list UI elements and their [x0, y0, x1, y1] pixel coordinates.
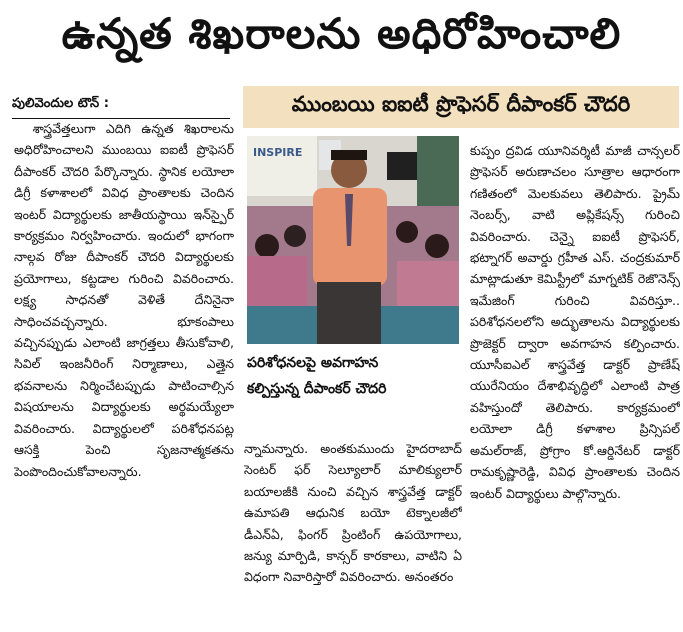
column-3-text: కుప్పం ద్రవిడ యూనివర్శిటీ మాజీ చాన్సలర్ ప్రొఫెసర్ అరుణాచలం సూత్రాల ఆధారంగా గణితంలో మెలకువలు తెలిపారు. ప్రైమ్ నెంబర్స్, వాటి అప్లికేషన్స్ గురించి వివరించారు. చెన్నై ఐఐటీ ప్రొఫెసర్, భట్నాగర్ అవార్డు గ్రహీత ఎస్. చంద్రకుమార్ మాట్లాడుతూ కెమిస్ట్రీలో మాగ్నటిక్ రెజొనెన్స్ ఇమేజింగ్ గురించి వివరిస్తూ.. పరిశోధనలలోని అద్భుతాలను విద్యార్థులకు ప్రొజెక్టర్ ద్వారా అవగాహన కల్పించారు. యూసీఐఎల్ శాస్త్రవేత్త డాక్టర్ ప్రాణేష్ యురేనియం దేశాభివృద్ధిలో ఎలాంటి పాత్ర వహిస్తుందో తెలిపారు. కార్యక్రమంలో లయోలా డిగ్రీ కళాశాల ప్రిన్సిపల్ అమల్‌రాజ్, ప్రోగ్రాం కో.ఆర్డినేటర్ డాక్టర్ రామకృష్ణారెడ్డి, వివిధ ప్రాంతాలకు చెందిన ఇంటర్ విద్యార్థులు పాల్గొన్నారు.	[470, 143, 680, 501]
photo-banner-text: INSPIRE	[253, 146, 303, 159]
headline: ఉన్నత శిఖరాలను అధిరోహించాలి	[61, 9, 622, 58]
subheadline-banner: ముంబయి ఐఐటీ ప్రొఫెసర్ దీపాంకర్ చౌదరి	[243, 86, 679, 128]
photo-caption-line-1: పరిశోధనలపై అవగాహన	[247, 355, 379, 371]
article-column-3	[470, 140, 680, 628]
column-1-text: శాస్త్రవేత్తలుగా ఎదిగి ఉన్నత శిఖరాలను అధిరోహించాలని ముంబయి ఐఐటీ ప్రొఫెసర్ దీపాంకర్ చౌదరి పేర్కొన్నారు. స్థానిక లయోలా డిగ్రీ కళాశాలలో వివిధ ప్రాంతాలకు చెందిన ఇంటర్ విద్యార్థులకు జాతీయస్థాయి ఇన్‌స్పైర్ కార్యక్రమం నిర్వహించారు. ఇందులో భాగంగా నాల్గవ రోజు దీపాంకర్ చౌదరి విద్యార్థులకు ప్రయోగాలు, కట్టడాల గురించి వివరించారు. లక్ష్య సాధనతో వెళితే దేనినైనా సాధించవచ్చన్నారు. భూకంపాలు వచ్చినప్పుడు ఎలాంటి జాగ్రత్తలు తీసుకోవాలి, సివిల్ ఇంజనీరింగ్ నిర్మాణాలు, ఎత్తైన భవనాలను నిర్మించేటప్పుడు పాటించాల్సిన విషయాలను విద్యార్థులకు అర్థమయ్యేలా వివరించారు. విద్యార్థులలో పరిశోధనపట్ల ఆసక్తి పెంచి సృజనాత్మకతను పెంపొందించుకోవాలన్నారు.	[14, 121, 234, 479]
dateline: పులివెందుల టౌన్ :	[12, 96, 230, 119]
column-2-text: న్నామన్నారు. అంతకుముందు హైదరాబాద్ సెంటర్ ఫర్ సెల్యూలార్ మాలిక్యులార్ బయాలజీకి నుంచి వచ్చిన శాస్త్రవేత్త డాక్టర్ ఉమాపతి ఆధునిక బయో టెక్నాలజీలో డీఎన్ఏ, ఫింగర్ ప్రింటింగ్ ఉపయోగాలు, జన్యు మార్పిడి, కాన్సర్ కారకాలు, వాటిని ఏ విధంగా నివారిస్తారో వివరించారు. అనంతరం	[244, 441, 462, 585]
article-column-1	[14, 118, 234, 628]
article-photo	[247, 136, 459, 344]
photo-caption-line-2: కల్పిస్తున్న దీపాంకర్ చౌదరి	[247, 381, 387, 397]
photo-caption	[247, 350, 459, 402]
article-column-2	[244, 438, 462, 628]
